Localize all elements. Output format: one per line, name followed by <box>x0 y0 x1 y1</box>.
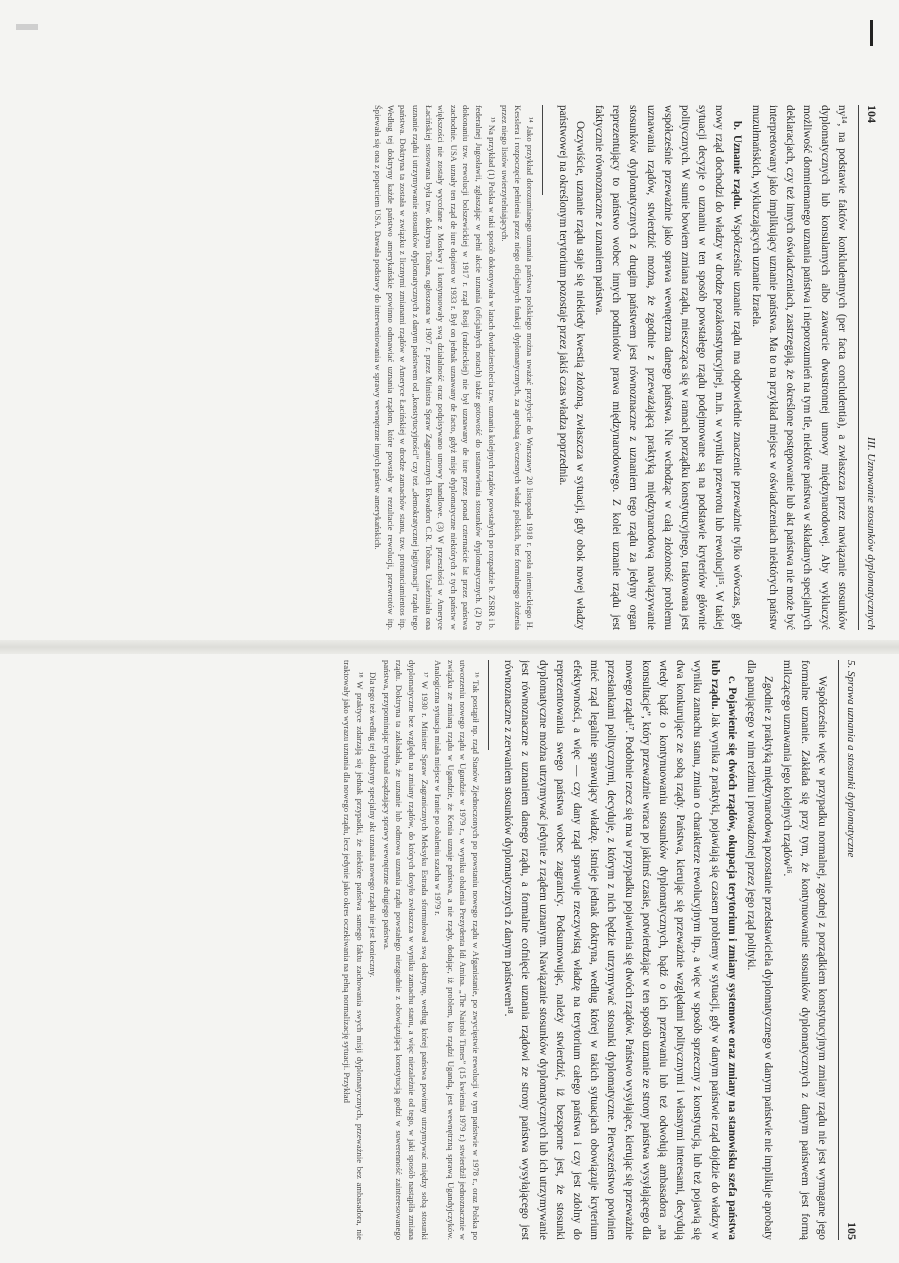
running-head <box>858 105 880 630</box>
footnote-15: ¹⁵ Na przykład (1) Polska w taki sposób dokonywała w latach dwudziestolecia tzw. uznania kolejnych rządów powstałych po rozpadzie b. ZSRR i b. federalnej Jugosławii, zgłaszając w pełni akcie uznania (oficjalnych notach) także gotowość do ustanowienia stosunków dyplomatycznych. (2) Po dokonaniu tzw. rewolucji bolszewickiej w 1917 r. rząd Rosji (radzieckiej) nie był uznawany de iure przez ponad czternaście lat przez państwa zachodnie. USA uznały ten rząd de iure dopiero w 1933 r. Był on jednak uznawany de facto, gdyż misje dyplomatyczne niektórych z tych państw w większości nie zostały wycofane z Moskwy i kontynuowały swą działalność oraz podpisywano umowy handlowe. (3) W przeszłości w Ameryce Łacińskiej stosowana była tzw. doktryna Tobara, ogłoszona w 1907 r. przez Ministra Spraw Zagranicznych Ekwadoru C.R. Tobara. Uzależniała ona uznanie rządu i utrzymywanie stosunków dyplomatycznych z danym państwem od „konstytucyjności” czy też „demokratycznej legitymacji” rządu tego państwa. Doktryna ta została w związku z licznymi zmianami rządów w Ameryce Łacińskiej w drodze zamachów stanu, tzw. pronunciamientos itp. Według tej doktryny każde państwo amerykańskie powinno odmawiać uznania rządom, które powstały w rezultacie rewolucji, przewrotów itp. Śpiewała się ona z poparciem USA. Dawała podstawy do interweniowania w sprawy wewnętrzne innych państw amerykańskich. <box>373 105 497 630</box>
footnote-rule <box>488 660 489 750</box>
section-c-paragraph <box>499 660 740 1240</box>
section-b-text: Współcześnie uznanie rządu ma odpowiednie znaczenie przeważnie tylko wówczas, gdy nowy rząd dochodzi do władzy w drodze pozakonstytucyjnej, m.in. w wyniku przewrotu lub rewolucji¹⁵. W takiej sytuacji decyzje o uznaniu w ten sposób powstałego rządu podejmowane są na podstawie kryteriów głównie politycznych. W sumie bowiem zmiana rządu, mieszcząca się w ramach porządku konstytucyjnego, traktowana jest współcześnie przeważnie jako sprawa wewnętrzna danego państwa. Nie wchodząc w całą złożoność problemu uznawania rządów, stwierdzić można, że zgodnie z przeważającą praktyką międzynarodową nawiązywanie stosunków dyplomatycznych z drugim państwem jest równoznaczne z uznaniem tego rządu za jedyny organ reprezentujący to państwo wobec innych podmiotów prawa międzynarodowego. Z kolei uznanie rządu jest faktycznie równoznaczne z uznaniem państwa. <box>592 105 743 630</box>
body-paragraph: ny¹⁴, na podstawie faktów konkludentnych (per facta concludentia), a zwłaszcza przez nawiązanie stosunków dyplomatycznych lub konsularnych albo zawarcie dwustronnej umowy międzynarodowej. Aby wykluczyć możliwość domniemanego uznania państwa i nieporozumień na tym tle, niektóre państwa w składanych specjalnych deklaracjach, czy też innych oświadczeniach, zastrzegają, że określone postępowanie lub akt państwa nie może być interpretowany jako implikujący uznanie państwa. Ma to na przykład miejsce w oświadczeniach niektórych państw muzułmańskich, wykluczających uznanie Izraela. <box>749 105 848 630</box>
section-b-heading: b. Uznanie rządu. <box>730 121 743 210</box>
section-c-text: Jak wynika z praktyki, pojawiają się czasem problemy w sytuacji, gdy w danym państwie rząd dojdzie do władzy w wyniku zamachu stanu, zmian o charakterze rewolucyjnym itp., a więc w sposób sprzeczny z konstytucją, lub też pojawią się dwa konkurujące ze sobą rządy. Państwa, kierując się przeważnie względami politycznymi i własnymi interesami, decydują wtedy bądź o kontynuowaniu stosunków dyplomatycznych, bądź o ich przerwaniu lub też odwołują ambasadora „na konsultacje”, który przeważnie wraca po jakimś czasie, potwierdzając w ten sposób uznanie ze strony państwa wysyłającego dla nowego rządu¹⁷. Podobnie rzecz się ma w przypadku pojawienia się dwóch rządów. Państwo wysyłające, kierując się przeważnie przesłankami politycznymi, decyduje, z którym z nich będzie utrzymywać stosunki dyplomatyczne. Pierwszeństwo powinien mieć rząd legalnie sprawujący władzę. Istnieje jednak doktryna, według której w takich sytuacjach obowiązuje kryterium efektywności, a więc — czy dany rząd sprawuje rzeczywistą władzę na terytorium całego państwa i czy jest zdolny do reprezentowania swego państwa wobec zagranicy. Podsumowując, należy stwierdzić, iż bezsporne jest, że stosunki dyplomatyczne można utrzymywać jedynie z rządem uznanym. Nawiązanie stosunków dyplomatycznych lub ich utrzymywanie jest równoznaczne z uznaniem danego rządu, a formalne cofnięcie uznania rządowi ze strony państwa wysyłającego jest równoznaczne z zerwaniem stosunków dyplomatycznych z danym państwem¹⁸. <box>502 660 721 1240</box>
body-paragraph-1: Współcześnie więc w przypadku normalnej, zgodnej z porządkiem konstytucyjnym zmiany rządu nie jest wymagane jego formalne uznanie. Zakłada się przy tym, że kontynuowanie stosunków dyplomatycznych z danym państwem jest formą milczącego uznawania jego kolejnych rządów¹⁶. <box>781 660 828 1240</box>
footnote-14: ¹⁴ Jako przykład dorozumianego uznania państwa polskiego można uważać przybycie do Warszawy 20 listopada 1918 r. posła niemieckiego H. Kesslera i rozpoczęcie pełnienia przez niego oficjalnych funkcji dyplomatycznych, za aprobatą ówczesnych władz polskich, bez formalnego złożenia przez niego listów uwierzytelniających. <box>500 105 536 630</box>
section-b-paragraph <box>590 105 745 630</box>
footnote-16: ¹⁶ Tak postąpił np. rząd Stanów Zjednoczonych po powstaniu nowego rządu w Afganistanie, po zwycięstwie rewolucji w tym państwie w 1978 r., oraz Polska po utworzeniu nowego rządu w Ugandzie w 1979 r., w wyniku obalenia Prezydenta Idi Amina. „The Nairobi Times” (15 kwietnia 1979 r.) stwierdził jednoznacznie w związku ze zmianą rządu w Ugandzie, że Kenia uznaje państwa, a nie rządy, dodając, iż problem, kto rządzi Ugandą, jest wewnętrzną sprawą Ugandyjczyków. Analogiczna sytuacja miała miejsce w Iranie po obaleniu szacha w 1979 r. <box>433 660 481 1240</box>
page-number: 104 <box>865 105 879 123</box>
scan-edge-mark <box>870 20 873 46</box>
running-head <box>838 660 860 1240</box>
footnote-18: ¹⁸ W praktyce zdarzają się jednak przypadki, że niektóre państwa samego faktu zachowania swych misji dyplomatycznych, przeważnie bez ambasadora, nie traktowały jako wyrazu uznania dla nowego rządu, lecz jedynie jako okres oczekiwania na pełną normalizację sytuacji. Przykład <box>342 660 365 1240</box>
scan-edge-smudge <box>16 24 38 30</box>
running-head-title: 5. Sprawa uznania a stosunki dyplomatyczne <box>845 660 857 858</box>
book-gutter <box>0 640 899 654</box>
section-c-heading: c. Pojawienie się dwóch rządów, okupacja terytorium i zmiany systemowe oraz zmiany na stanowisku szefa państwa lub rządu. <box>708 660 738 1240</box>
footnote-17: ¹⁷ W 1930 r. Minister Spraw Zagranicznych Meksyku Estrada sformułował swą doktrynę, według której państwa powinny utrzymywać między sobą stosunki dyplomatyczne bez względu na zmiany rządów, do których dosyło zwłaszcza w wyniku zamachu stanu, a więc niezależnie od tego, w jaki sposób nastąpiła zmiana rządu. Doktryna ta zakładała, że uznanie lub odmowa uznania rządu powstałego niezgodnie z obowiązującą konstytucją godzi w suwerenność zainteresowanego państwa, przypominając trybunał osądzający sprawy wewnętrzne drugiego państwa. <box>381 660 430 1240</box>
page-105 <box>15 660 860 1240</box>
footnote-17-continued: Dla tego też według tej doktryny specjalny akt uznania nowego rządu nie jest konieczny. <box>368 672 379 978</box>
page-number: 105 <box>845 1222 859 1240</box>
footnote-rule <box>542 105 543 195</box>
running-head-title: III. Uznawanie stosunków dyplomatycznych <box>865 436 877 630</box>
page-104 <box>112 105 880 630</box>
body-paragraph-2: Oczywiście, uznanie rządu staje się niekiedy kwestią złożoną, zwłaszcza w sytuacji, gdy obok nowej władzy państwowej na określonym terytorium pozostaje przez jakiś czas władza poprzednia. <box>556 105 586 630</box>
body-paragraph-2: Zgodnie z praktyką międzynarodową pozostanie przedstawiciela dyplomatycznego w danym państwie nie implikuje aprobaty dla panującego w nim reżimu i prowadzonej przez jego rząd polityki. <box>744 660 775 1240</box>
